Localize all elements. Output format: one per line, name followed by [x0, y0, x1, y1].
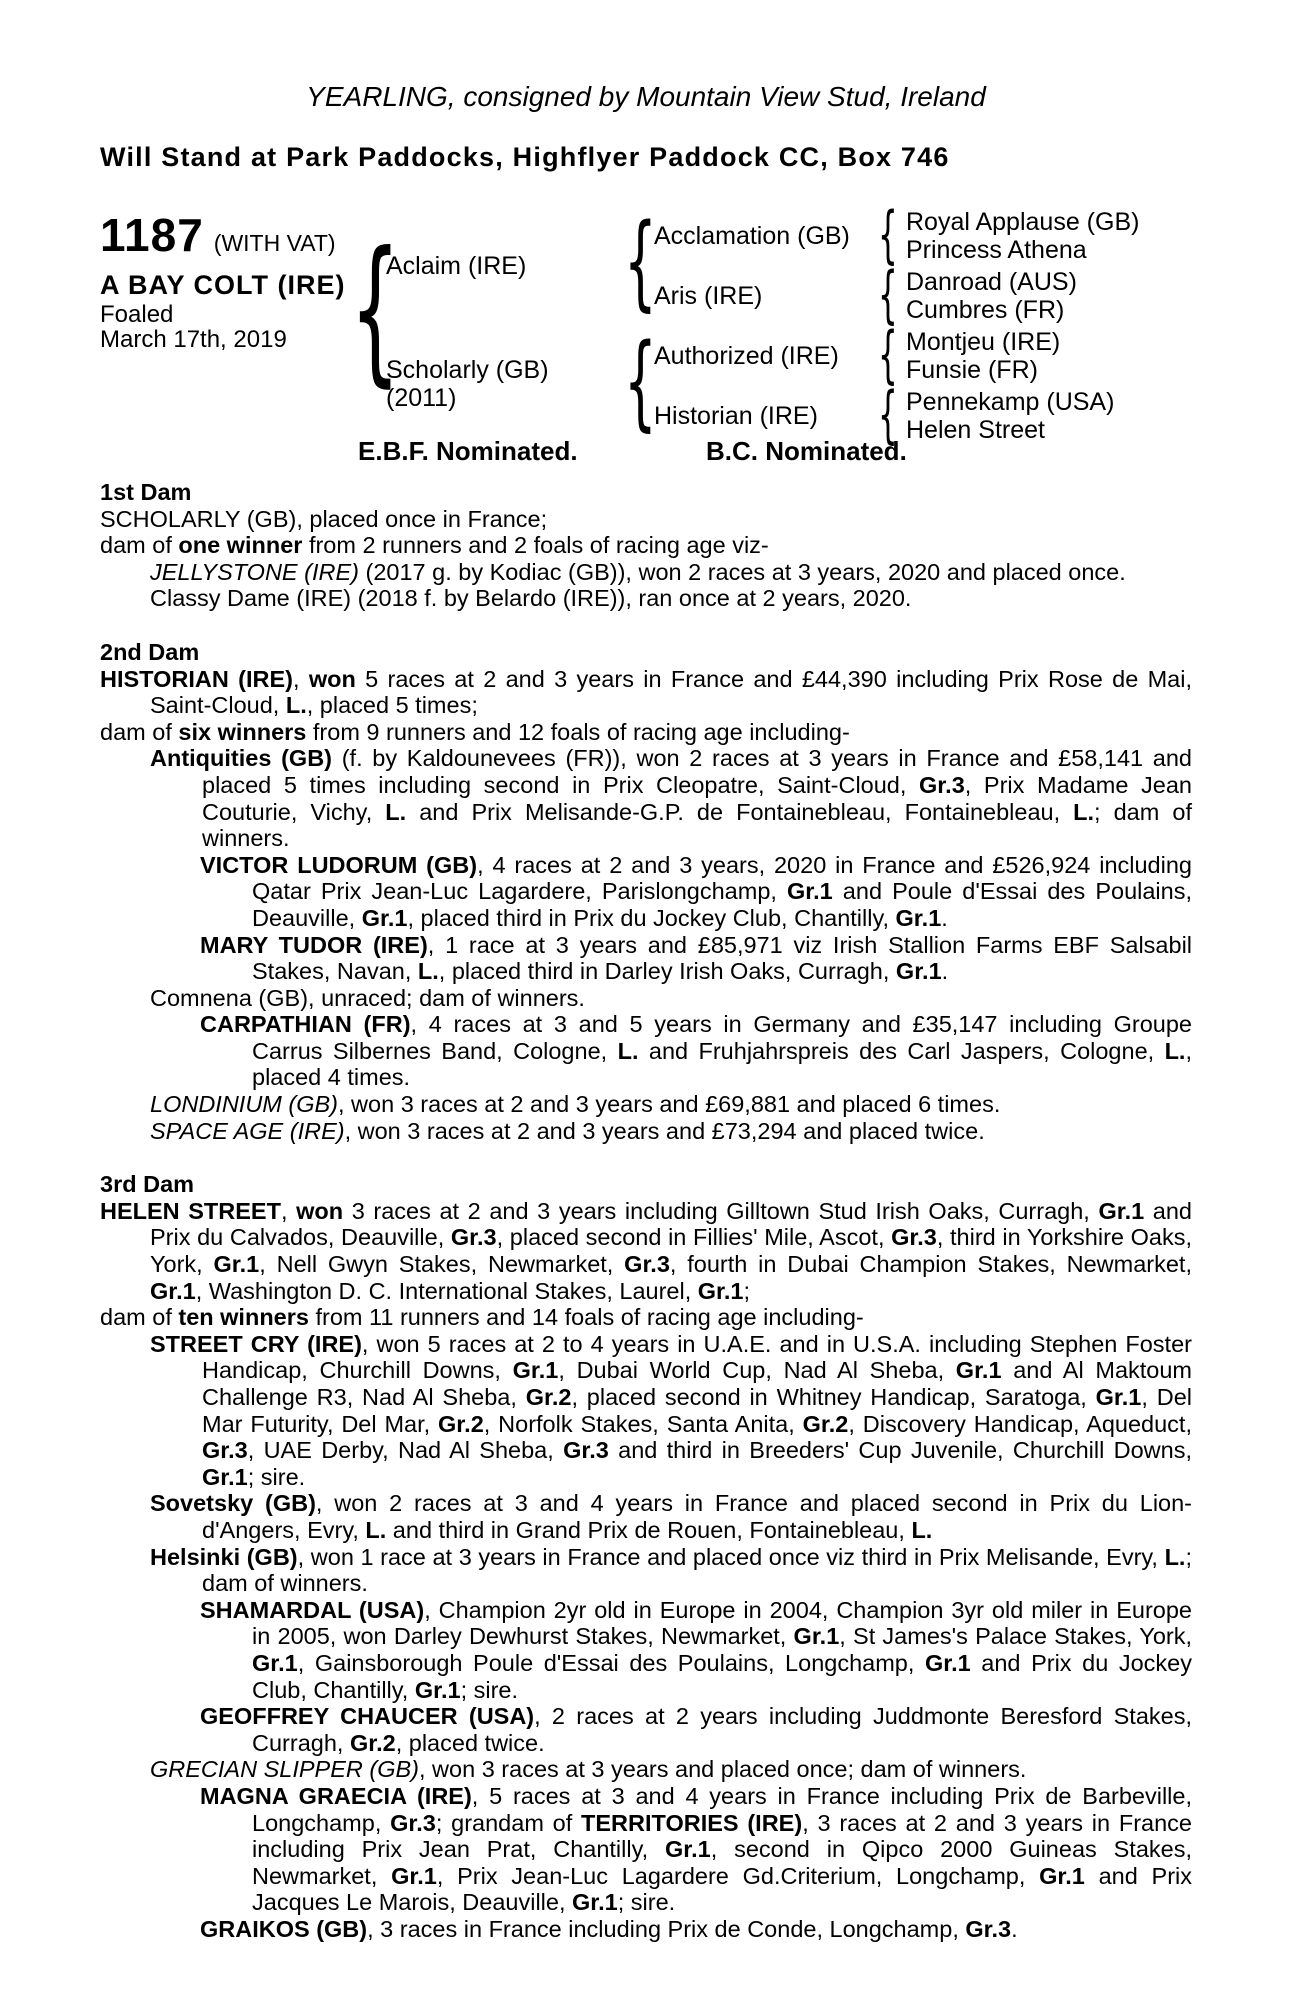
pedigree-paragraph: JELLYSTONE (IRE) (2017 g. by Kodiac (GB)), won 2 races at 3 years, 2020 and placed once. [150, 558, 1126, 585]
great-grandparent-name: Pennekamp (USA) [906, 388, 1115, 416]
consignor-line: YEARLING, consigned by Mountain View Stud, Ireland [306, 81, 986, 112]
pedigree-brace-parents: { [350, 217, 401, 402]
page-content [100, 0, 1192, 1942]
pedigree-paragraph: CARPATHIAN (FR), 4 races at 3 and 5 years in Germany and £35,147 including Groupe Carrus Silbernes Band, Cologne, L. and Fruhjahrspreis des Carl Jaspers, Cologne, L., placed 4 times. [200, 1011, 1192, 1091]
pedigree-paragraph: SCHOLARLY (GB), placed once in France; [100, 505, 548, 532]
pedigree-paragraph: HISTORIAN (IRE), won 5 races at 2 and 3 years in France and £44,390 including Prix Rose de Mai, Saint-Cloud, L., placed 5 times; [100, 665, 1192, 719]
sire-name: Aclaim (IRE) [386, 252, 527, 280]
pedigree-tree [100, 198, 1192, 470]
great-grandparent-name: Princess Athena [906, 236, 1087, 264]
great-grandparent-name: Cumbres (FR) [906, 296, 1065, 324]
pedigree-paragraph: LONDINIUM (GB), won 3 races at 2 and 3 years and £69,881 and placed 6 times. [150, 1091, 1001, 1118]
grandparent-name: Authorized (IRE) [654, 342, 839, 370]
dam-section [100, 479, 1192, 612]
pedigree-paragraph: dam of six winners from 9 runners and 12 foals of racing age including- [100, 718, 850, 745]
great-grandparent-name: Montjeu (IRE) [906, 328, 1061, 356]
foaled-label: Foaled [100, 301, 174, 328]
pedigree-paragraph: SHAMARDAL (USA), Champion 2yr old in Europe in 2004, Champion 3yr old miler in Europe in 2005, won Darley Dewhurst Stakes, Newmarket, Gr.1, St James's Palace Stakes, York, Gr.1, Gainsborough Poule d'Essai des Poulains, Longchamp, Gr.1 and Prix du Jockey Club, Chantilly, Gr.1; sire. [200, 1596, 1193, 1703]
pedigree-paragraph: dam of ten winners from 11 runners and 14 foals of racing age including- [100, 1304, 864, 1331]
great-grandparent-name: Danroad (AUS) [906, 268, 1077, 296]
bc-nominated: B.C. Nominated. [706, 436, 907, 466]
pedigree-paragraph: Classy Dame (IRE) (2018 f. by Belardo (IRE)), ran once at 2 years, 2020. [150, 585, 912, 612]
pedigree-paragraph: Sovetsky (GB), won 2 races at 3 and 4 years in France and placed second in Prix du Lion-d'Angers, Evry, L. and third in Grand Prix de Rouen, Fontainebleau, L. [150, 1490, 1193, 1543]
pedigree-brace-gg1: { [878, 198, 898, 271]
dam-section [100, 639, 1192, 1144]
pedigree-brace-gg3: { [878, 318, 898, 391]
grandparent-name: Aris (IRE) [654, 282, 763, 310]
stand-line: Will Stand at Park Paddocks, Highflyer Paddock CC, Box 746 [100, 142, 950, 172]
dam-year: (2011) [386, 384, 457, 412]
pedigree-paragraph: HELEN STREET, won 3 races at 2 and 3 years including Gilltown Stud Irish Oaks, Curragh, Gr.1 and Prix du Calvados, Deauville, Gr.3, placed second in Fillies' Mile, Ascot, Gr.3, third in Yorkshire Oaks, York, Gr.1, Nell Gwyn Stakes, Newmarket, Gr.3, fourth in Dubai Champion Stakes, Newmarket, Gr.1, Washington D. C. International Stakes, Laurel, Gr.1; [100, 1197, 1193, 1304]
ebf-nominated: E.B.F. Nominated. [358, 436, 578, 466]
lot-number: 1187 [100, 209, 204, 261]
pedigree-paragraph: MAGNA GRAECIA (IRE), 5 races at 3 and 4 years in France including Prix de Barbeville, Longchamp, Gr.3; grandam of TERRITORIES (IRE), 3 races at 2 and 3 years in France including Prix Jean Prat, Chantilly, Gr.1, second in Qipco 2000 Guineas Stakes, Newmarket, Gr.1, Prix Jean-Luc Lagardere Gd.Criterium, Longchamp, Gr.1 and Prix Jacques Le Marois, Deauville, Gr.1; sire. [200, 1782, 1193, 1916]
pedigree-paragraph: GRECIAN SLIPPER (GB), won 3 races at 3 years and placed once; dam of winners. [150, 1756, 1027, 1783]
dam-section [100, 1171, 1192, 1942]
dam-name: Scholarly (GB) [386, 356, 549, 384]
pedigree-paragraph: MARY TUDOR (IRE), 1 race at 3 years and £85,971 viz Irish Stallion Farms EBF Salsabil Stakes, Navan, L., placed third in Darley Irish Oaks, Curragh, Gr.1. [200, 931, 1193, 985]
dam-sections [100, 479, 1192, 1942]
great-grandparent-name: Funsie (FR) [906, 356, 1038, 384]
pedigree-paragraph: dam of one winner from 2 runners and 2 foals of racing age viz- [100, 532, 769, 559]
grandparent-name: Acclamation (GB) [654, 222, 850, 250]
pedigree-paragraph: SPACE AGE (IRE), won 3 races at 2 and 3 years and £73,294 and placed twice. [150, 1117, 985, 1144]
pedigree-paragraph: Comnena (GB), unraced; dam of winners. [150, 984, 585, 1011]
grandparent-name: Historian (IRE) [654, 402, 818, 430]
pedigree-paragraph: Helsinki (GB), won 1 race at 3 years in France and placed once viz third in Prix Melisande, Evry, L.; dam of winners. [150, 1543, 1192, 1597]
pedigree-brace-sire: { [624, 201, 657, 322]
dam-section-title: 3rd Dam [100, 1171, 195, 1198]
pedigree-paragraph: Antiquities (GB) (f. by Kaldounevees (FR)), won 2 races at 3 years in France and £58,141 and placed 5 times including second in Prix Cleopatre, Saint-Cloud, Gr.3, Prix Madame Jean Couturie, Vichy, L. and Prix Melisande-G.P. de Fontainebleau, Fontainebleau, L.; dam of winners. [150, 745, 1192, 852]
dam-section-title: 1st Dam [100, 479, 192, 505]
pedigree-paragraph: GEOFFREY CHAUCER (USA), 2 races at 2 years including Juddmonte Beresford Stakes, Curragh, Gr.2, placed twice. [200, 1703, 1192, 1756]
pedigree-paragraph: GRAIKOS (GB), 3 races in France including Prix de Conde, Longchamp, Gr.3. [200, 1915, 1018, 1942]
dam-section-title: 2nd Dam [100, 638, 200, 665]
pedigree-brace-dam: { [624, 321, 657, 442]
pedigree-brace-gg2: { [878, 258, 898, 331]
pedigree-brace-gg4: { [878, 378, 898, 451]
pedigree-paragraph: STREET CRY (IRE), won 5 races at 2 to 4 years in U.A.E. and in U.S.A. including Stephen Foster Handicap, Churchill Downs, Gr.1, Dubai World Cup, Nad Al Sheba, Gr.1 and Al Maktoum Challenge R3, Nad Al Sheba, Gr.2, placed second in Whitney Handicap, Saratoga, Gr.1, Del Mar Futurity, Del Mar, Gr.2, Norfolk Stakes, Santa Anita, Gr.2, Discovery Handicap, Aqueduct, Gr.3, UAE Derby, Nad Al Sheba, Gr.3 and third in Breeders' Cup Juvenile, Churchill Downs, Gr.1; sire. [150, 1330, 1193, 1490]
colt-description: A BAY COLT (IRE) [100, 270, 346, 300]
foaled-date: March 17th, 2019 [100, 326, 287, 353]
great-grandparent-name: Royal Applause (GB) [906, 208, 1140, 236]
lot-line [100, 208, 336, 262]
vat-note: (WITH VAT) [213, 230, 336, 256]
pedigree-paragraph: VICTOR LUDORUM (GB), 4 races at 2 and 3 years, 2020 in France and £526,924 including Qatar Prix Jean-Luc Lagardere, Parislongchamp, Gr.1 and Poule d'Essai des Poulains, Deauville, Gr.1, placed third in Prix du Jockey Club, Chantilly, Gr.1. [200, 851, 1193, 931]
great-grandparent-name: Helen Street [906, 416, 1045, 444]
